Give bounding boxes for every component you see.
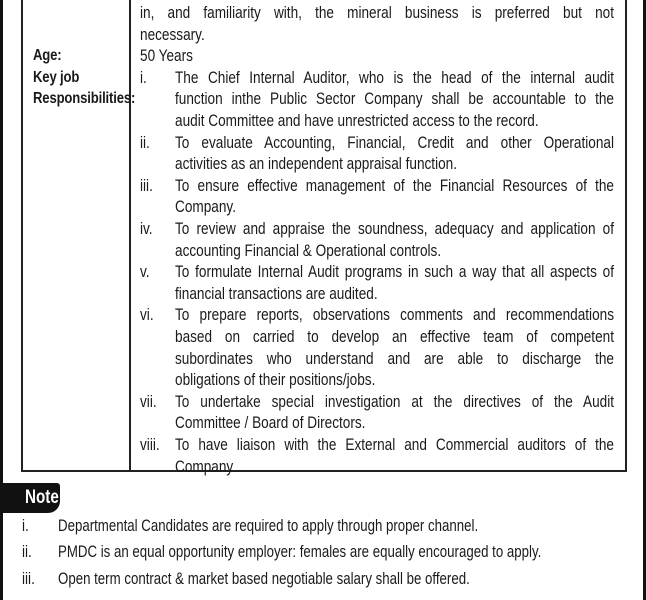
responsibility-line: subordinates who understand and are able to discharge the [175,348,614,368]
responsibility-line: To have liaison with the External and Commercial auditors of the [175,435,614,454]
responsibility-line: based on carried to develop an effective team of competent [175,327,614,346]
responsibility-line: To prepare reports, observations comments and recommendations [175,305,614,325]
responsibility-line: To ensure effective management of the Financial Resources of the [175,175,614,195]
note-number: i. [22,516,29,535]
responsibility-line: To evaluate Accounting, Financial, Credit and other Operational [175,132,614,152]
responsibility-line: Committee / Board of Directors. [175,413,366,433]
item-number: v. [140,262,150,282]
responsibilities-label: Key job [33,68,80,86]
note-item: PMDC is an equal opportunity employer: females are equally encouraged to apply. [58,542,542,561]
responsibility-line: obligations of their positions/jobs. [175,370,376,390]
responsibility-line: activities as an independent appraisal function. [175,154,458,174]
age-label: Age: [33,47,62,65]
item-number: i. [140,67,147,87]
note-title: Note [25,487,59,508]
responsibility-line: audit Committee and have unrestricted access to the record. [175,111,539,130]
responsibilities-label: Responsibilities: [33,90,136,108]
item-number: vii. [140,391,157,411]
responsibility-line: function inthe Public Sector Company shall be accountable to the [175,89,614,109]
item-number: iv. [140,219,153,238]
responsibility-line: financial transactions are audited. [175,283,378,303]
note-item: Departmental Candidates are required to apply through proper channel. [58,516,479,535]
responsibility-line: To formulate Internal Audit programs in such a way that all aspects of [175,262,614,282]
column-divider [129,0,131,472]
responsibility-line: Company [175,456,234,476]
note-item: Open term contract & market based negotiable salary shall be offered. [58,569,470,588]
responsibility-line: To undertake special investigation at the directives of the Audit [175,391,614,411]
responsibility-line: Company. [175,197,236,217]
item-number: viii. [140,435,160,454]
responsibility-line: accounting Financial & Operational controls. [175,240,442,260]
note-number: ii. [22,542,32,561]
intro-line: in, and familiarity with, the mineral business is preferred but not [140,3,614,22]
age-value: 50 Years [140,46,193,66]
item-number: vi. [140,305,154,325]
intro-line: necessary. [140,24,205,44]
item-number: iii. [140,175,153,195]
responsibility-line: The Chief Internal Auditor, who is the head of the internal audit [175,67,614,87]
item-number: ii. [140,132,150,152]
note-number: iii. [22,569,35,588]
responsibility-line: To review and appraise the soundness, adequacy and application of [175,219,614,238]
